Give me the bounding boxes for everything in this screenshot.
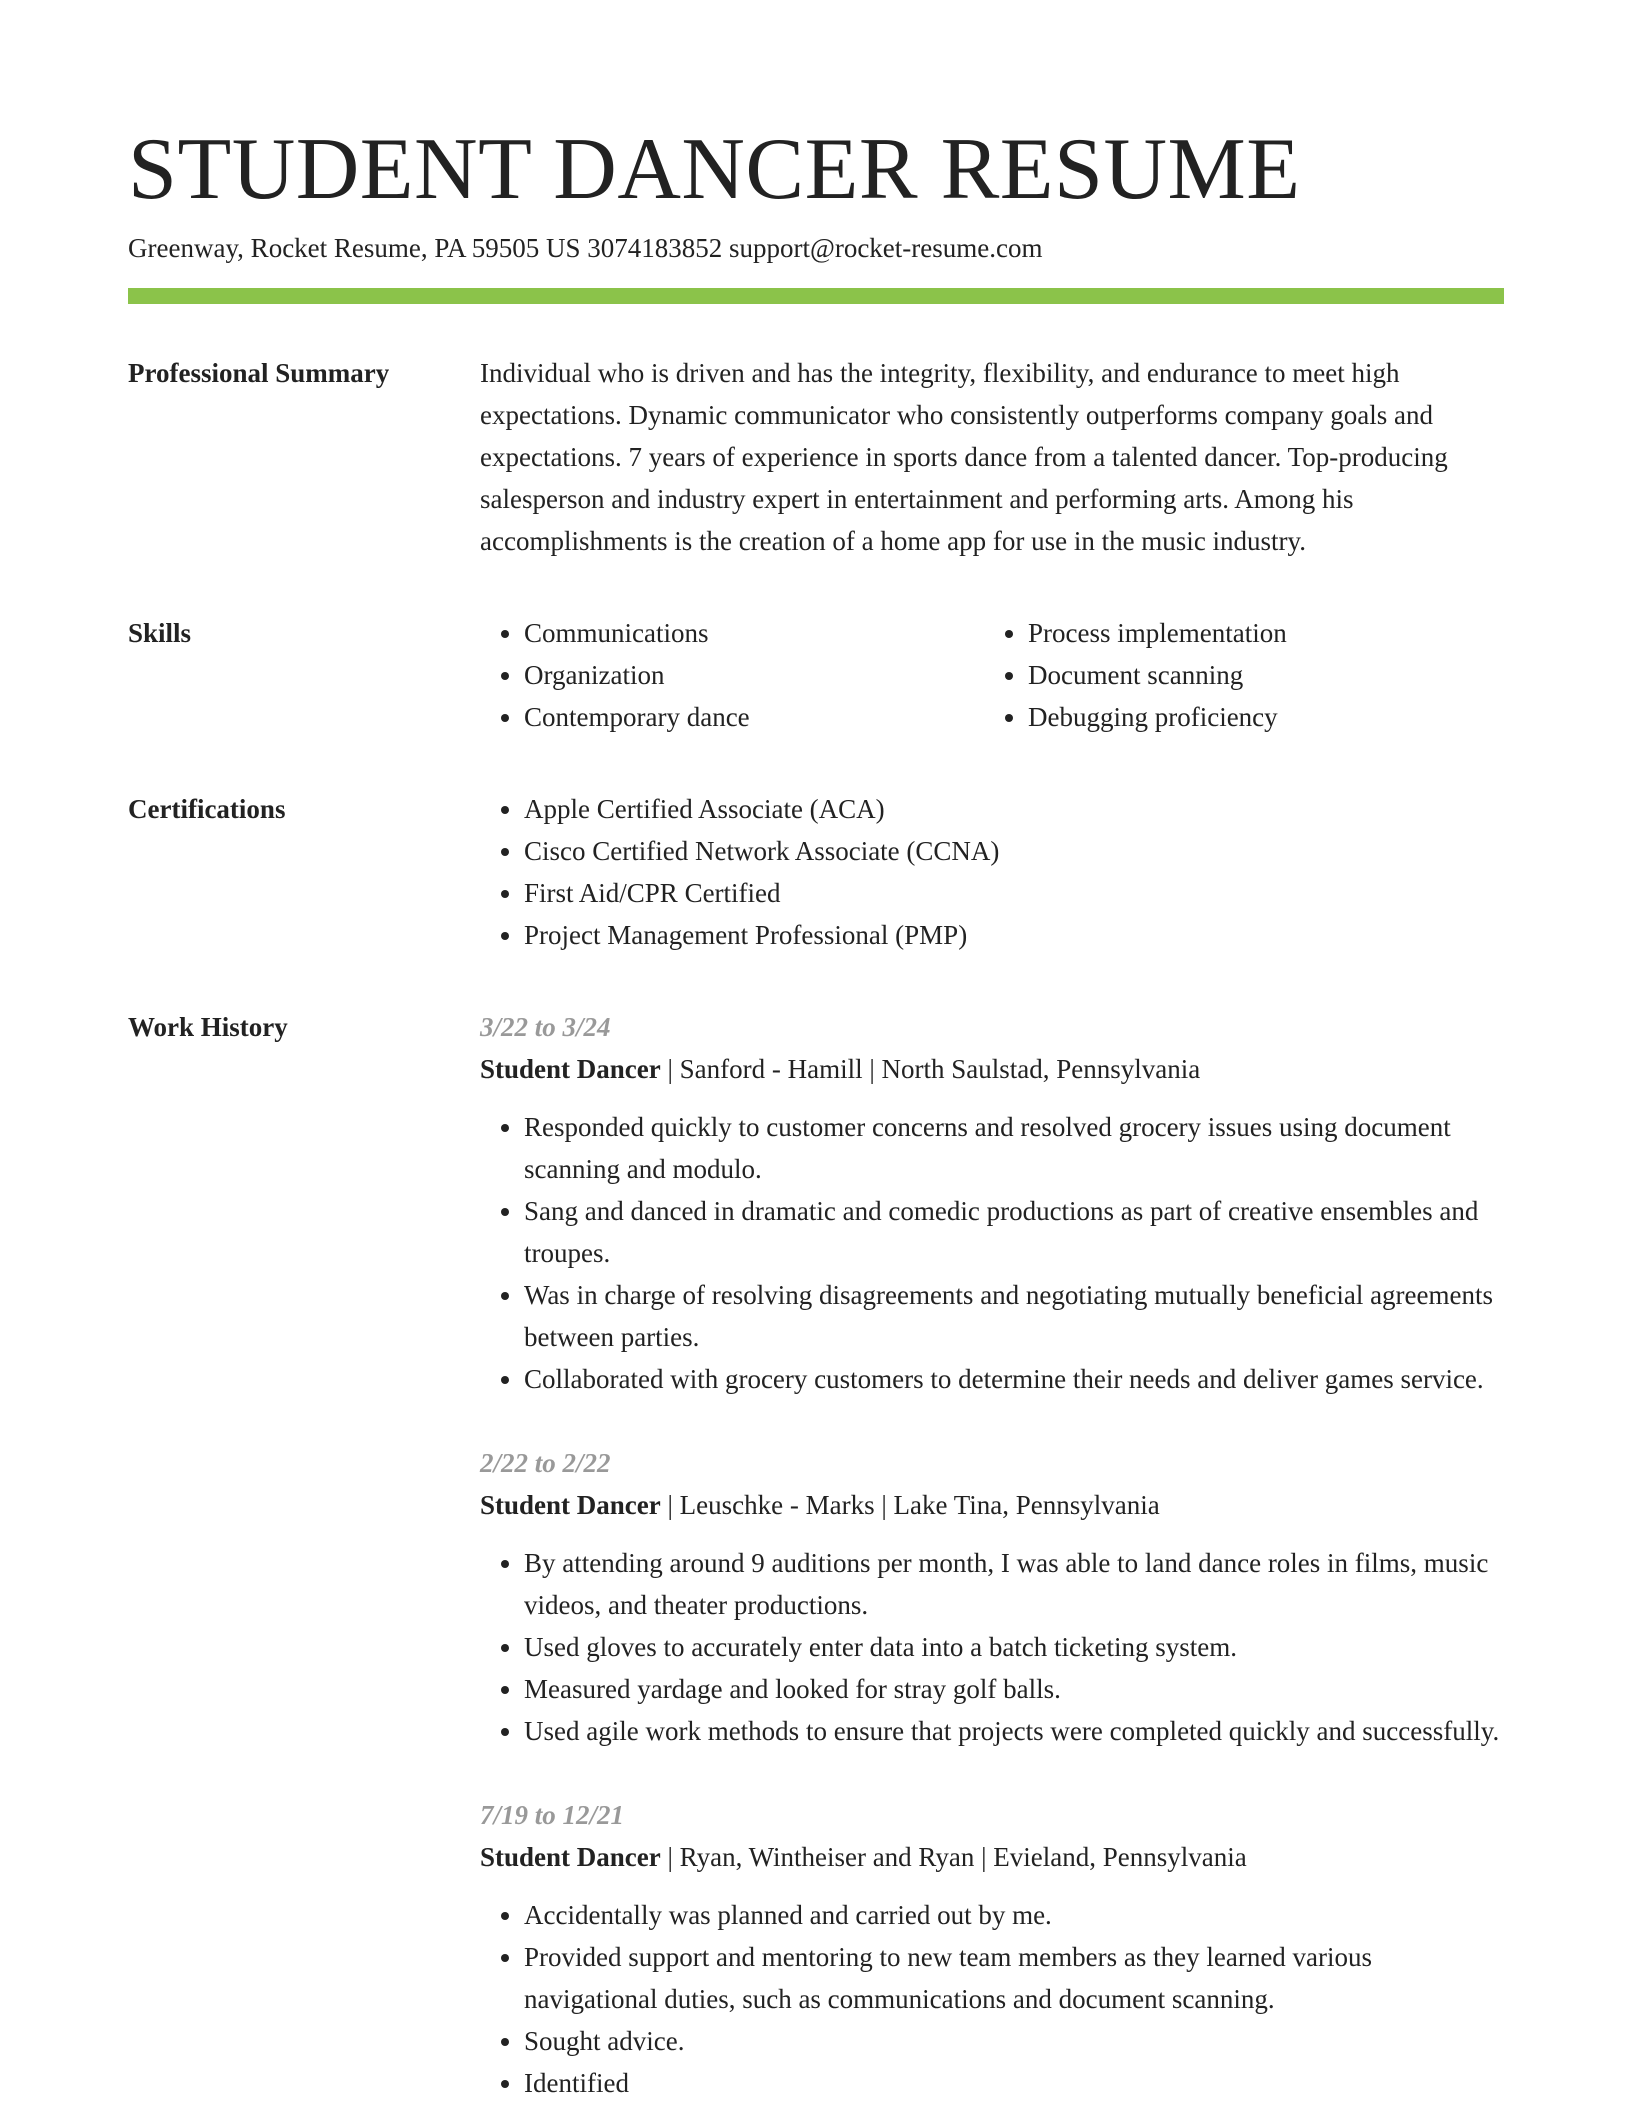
job-entry	[480, 1006, 1504, 1400]
job-bullet: • Collaborated with grocery customers to determine their needs and deliver games service.	[524, 1358, 1504, 1400]
job-bullet: • Identified	[524, 2062, 1504, 2104]
job-heading	[480, 1836, 1504, 1878]
job-role: Student Dancer	[480, 1054, 661, 1084]
certification-item: • First Aid/CPR Certified	[524, 872, 1504, 914]
job-entry	[480, 1794, 1504, 2104]
skill-item: • Communications	[524, 612, 984, 654]
job-bullets	[480, 1894, 1504, 2104]
job-bullet: • Was in charge of resolving disagreements and negotiating mutually beneficial agreements between parties.	[524, 1274, 1504, 1358]
certifications-label: Certifications	[128, 794, 286, 824]
job-bullets	[480, 1542, 1504, 1752]
job-dates: 2/22 to 2/22	[480, 1448, 611, 1478]
job-bullet: • Sang and danced in dramatic and comedic productions as part of creative ensembles and troupes.	[524, 1190, 1504, 1274]
resume-page	[128, 118, 1504, 2104]
contact-address: Greenway, Rocket Resume, PA 59505 US	[128, 233, 581, 263]
job-bullets	[480, 1106, 1504, 1400]
skill-item: • Contemporary dance	[524, 696, 984, 738]
summary-section	[128, 352, 1504, 562]
skills-label: Skills	[128, 618, 192, 648]
skills-list-right	[984, 612, 1488, 738]
job-heading	[480, 1048, 1504, 1090]
job-bullet: • Provided support and mentoring to new team members as they learned various navigational duties, such as communications and document scanning.	[524, 1936, 1504, 2020]
certification-item: • Apple Certified Associate (ACA)	[524, 788, 1504, 830]
job-role: Student Dancer	[480, 1842, 661, 1872]
work-history-section	[128, 1006, 1504, 2104]
job-role: Student Dancer	[480, 1490, 661, 1520]
contact-line	[128, 230, 1504, 266]
skill-item: • Document scanning	[1028, 654, 1488, 696]
job-heading	[480, 1484, 1504, 1526]
summary-text: Individual who is driven and has the integrity, flexibility, and endurance to meet high expectations. Dynamic communicator who consistently outperforms company goals and expectations. 7 years of experience in sports dance from a talented dancer. Top-producing salesperson and industry expert in entertainment and performing arts. Among his accomplishments is the creation of a home app for use in the music industry.	[480, 358, 1448, 556]
resume-title: STUDENT DANCER RESUME	[128, 121, 1301, 218]
skills-section	[128, 612, 1504, 738]
certification-item: • Cisco Certified Network Associate (CCNA)	[524, 830, 1504, 872]
certifications-section	[128, 788, 1504, 956]
skill-item: • Debugging proficiency	[1028, 696, 1488, 738]
job-dates: 7/19 to 12/21	[480, 1800, 625, 1830]
job-bullet: • Measured yardage and looked for stray golf balls.	[524, 1668, 1504, 1710]
job-entry	[480, 1442, 1504, 1752]
contact-email: support@rocket-resume.com	[728, 233, 1043, 263]
job-bullet: • Sought advice.	[524, 2020, 1504, 2062]
accent-divider	[128, 288, 1504, 304]
skill-item: • Process implementation	[1028, 612, 1488, 654]
job-bullet: • By attending around 9 auditions per month, I was able to land dance roles in films, music videos, and theater productions.	[524, 1542, 1504, 1626]
job-bullet: • Used agile work methods to ensure that projects were completed quickly and successfully.	[524, 1710, 1504, 1752]
job-employer-location: | Ryan, Wintheiser and Ryan | Evieland, Pennsylvania	[660, 1842, 1247, 1872]
summary-label: Professional Summary	[128, 358, 390, 388]
job-bullet: • Responded quickly to customer concerns and resolved grocery issues using document scanning and modulo.	[524, 1106, 1504, 1190]
certification-item: • Project Management Professional (PMP)	[524, 914, 1504, 956]
contact-phone: 3074183852	[587, 233, 723, 263]
job-bullet: • Used gloves to accurately enter data into a batch ticketing system.	[524, 1626, 1504, 1668]
skills-list-left	[480, 612, 984, 738]
skill-item: • Organization	[524, 654, 984, 696]
work-history-label: Work History	[128, 1012, 288, 1042]
job-bullet: • Accidentally was planned and carried out by me.	[524, 1894, 1504, 1936]
job-employer-location: | Sanford - Hamill | North Saulstad, Pennsylvania	[660, 1054, 1201, 1084]
job-dates: 3/22 to 3/24	[480, 1012, 611, 1042]
job-employer-location: | Leuschke - Marks | Lake Tina, Pennsylvania	[660, 1490, 1160, 1520]
certifications-list	[480, 788, 1504, 956]
